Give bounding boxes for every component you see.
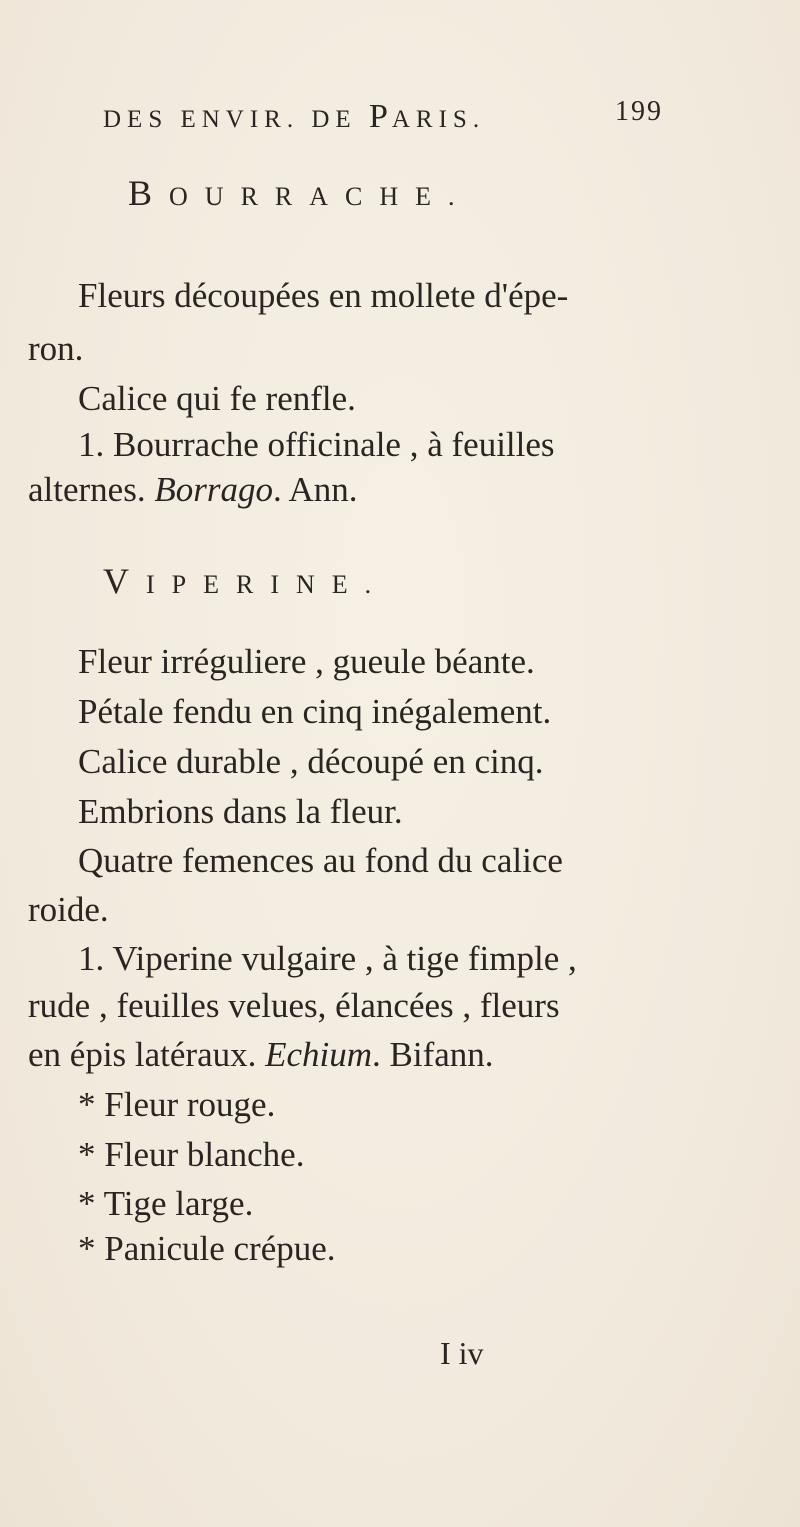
latin-name: Borrago (154, 470, 273, 509)
variety-line: * Fleur rouge. (78, 1085, 276, 1124)
running-head-text: DES ENVIR. DE (103, 106, 369, 133)
title-capital: B (128, 173, 170, 213)
variety-line: * Fleur blanche. (78, 1135, 305, 1174)
text-span: en épis latéraux. (28, 1035, 266, 1074)
running-head-capital: P (368, 98, 392, 135)
text-line: Embrions dans la fleur. (78, 792, 403, 831)
text-line: Fleurs découpées en mollete d'épe- (78, 276, 569, 315)
text-span: . Ann. (272, 470, 358, 509)
latin-name: Echium (265, 1035, 373, 1074)
section-title-bourrache (128, 172, 472, 214)
running-head (103, 98, 703, 136)
title-capital: V (103, 561, 146, 601)
title-rest: OURRACHE. (169, 182, 472, 211)
running-head-text-end: ARIS. (391, 106, 486, 133)
text-line: Quatre femences au fond du calice (78, 841, 563, 880)
variety-line: * Panicule crépue. (78, 1229, 336, 1268)
text-line: ron. (28, 329, 84, 368)
text-span: alternes. (28, 470, 155, 509)
text-line (28, 1037, 494, 1072)
text-span: . Bifann. (372, 1035, 494, 1074)
text-line: 1. Viperine vulgaire , à tige fimple , (78, 939, 577, 978)
text-line: rude , feuilles velues, élancées , fleurs (28, 986, 560, 1025)
page-number: 199 (615, 96, 663, 127)
title-rest: IPERINE. (146, 570, 389, 599)
text-line: Pétale fendu en cinq inégalement. (78, 692, 552, 731)
text-line: Calice durable , découpé en cinq. (78, 742, 544, 781)
section-title-viperine (103, 560, 388, 602)
text-line: Fleur irréguliere , gueule béante. (78, 642, 535, 681)
catchword: I iv (440, 1335, 484, 1371)
variety-line: * Tige large. (78, 1184, 254, 1223)
text-line: 1. Bourrache officinale , à feuilles (78, 425, 555, 464)
text-line (28, 472, 358, 507)
text-line: roide. (28, 890, 109, 929)
text-line: Calice qui fe renfle. (78, 379, 356, 418)
